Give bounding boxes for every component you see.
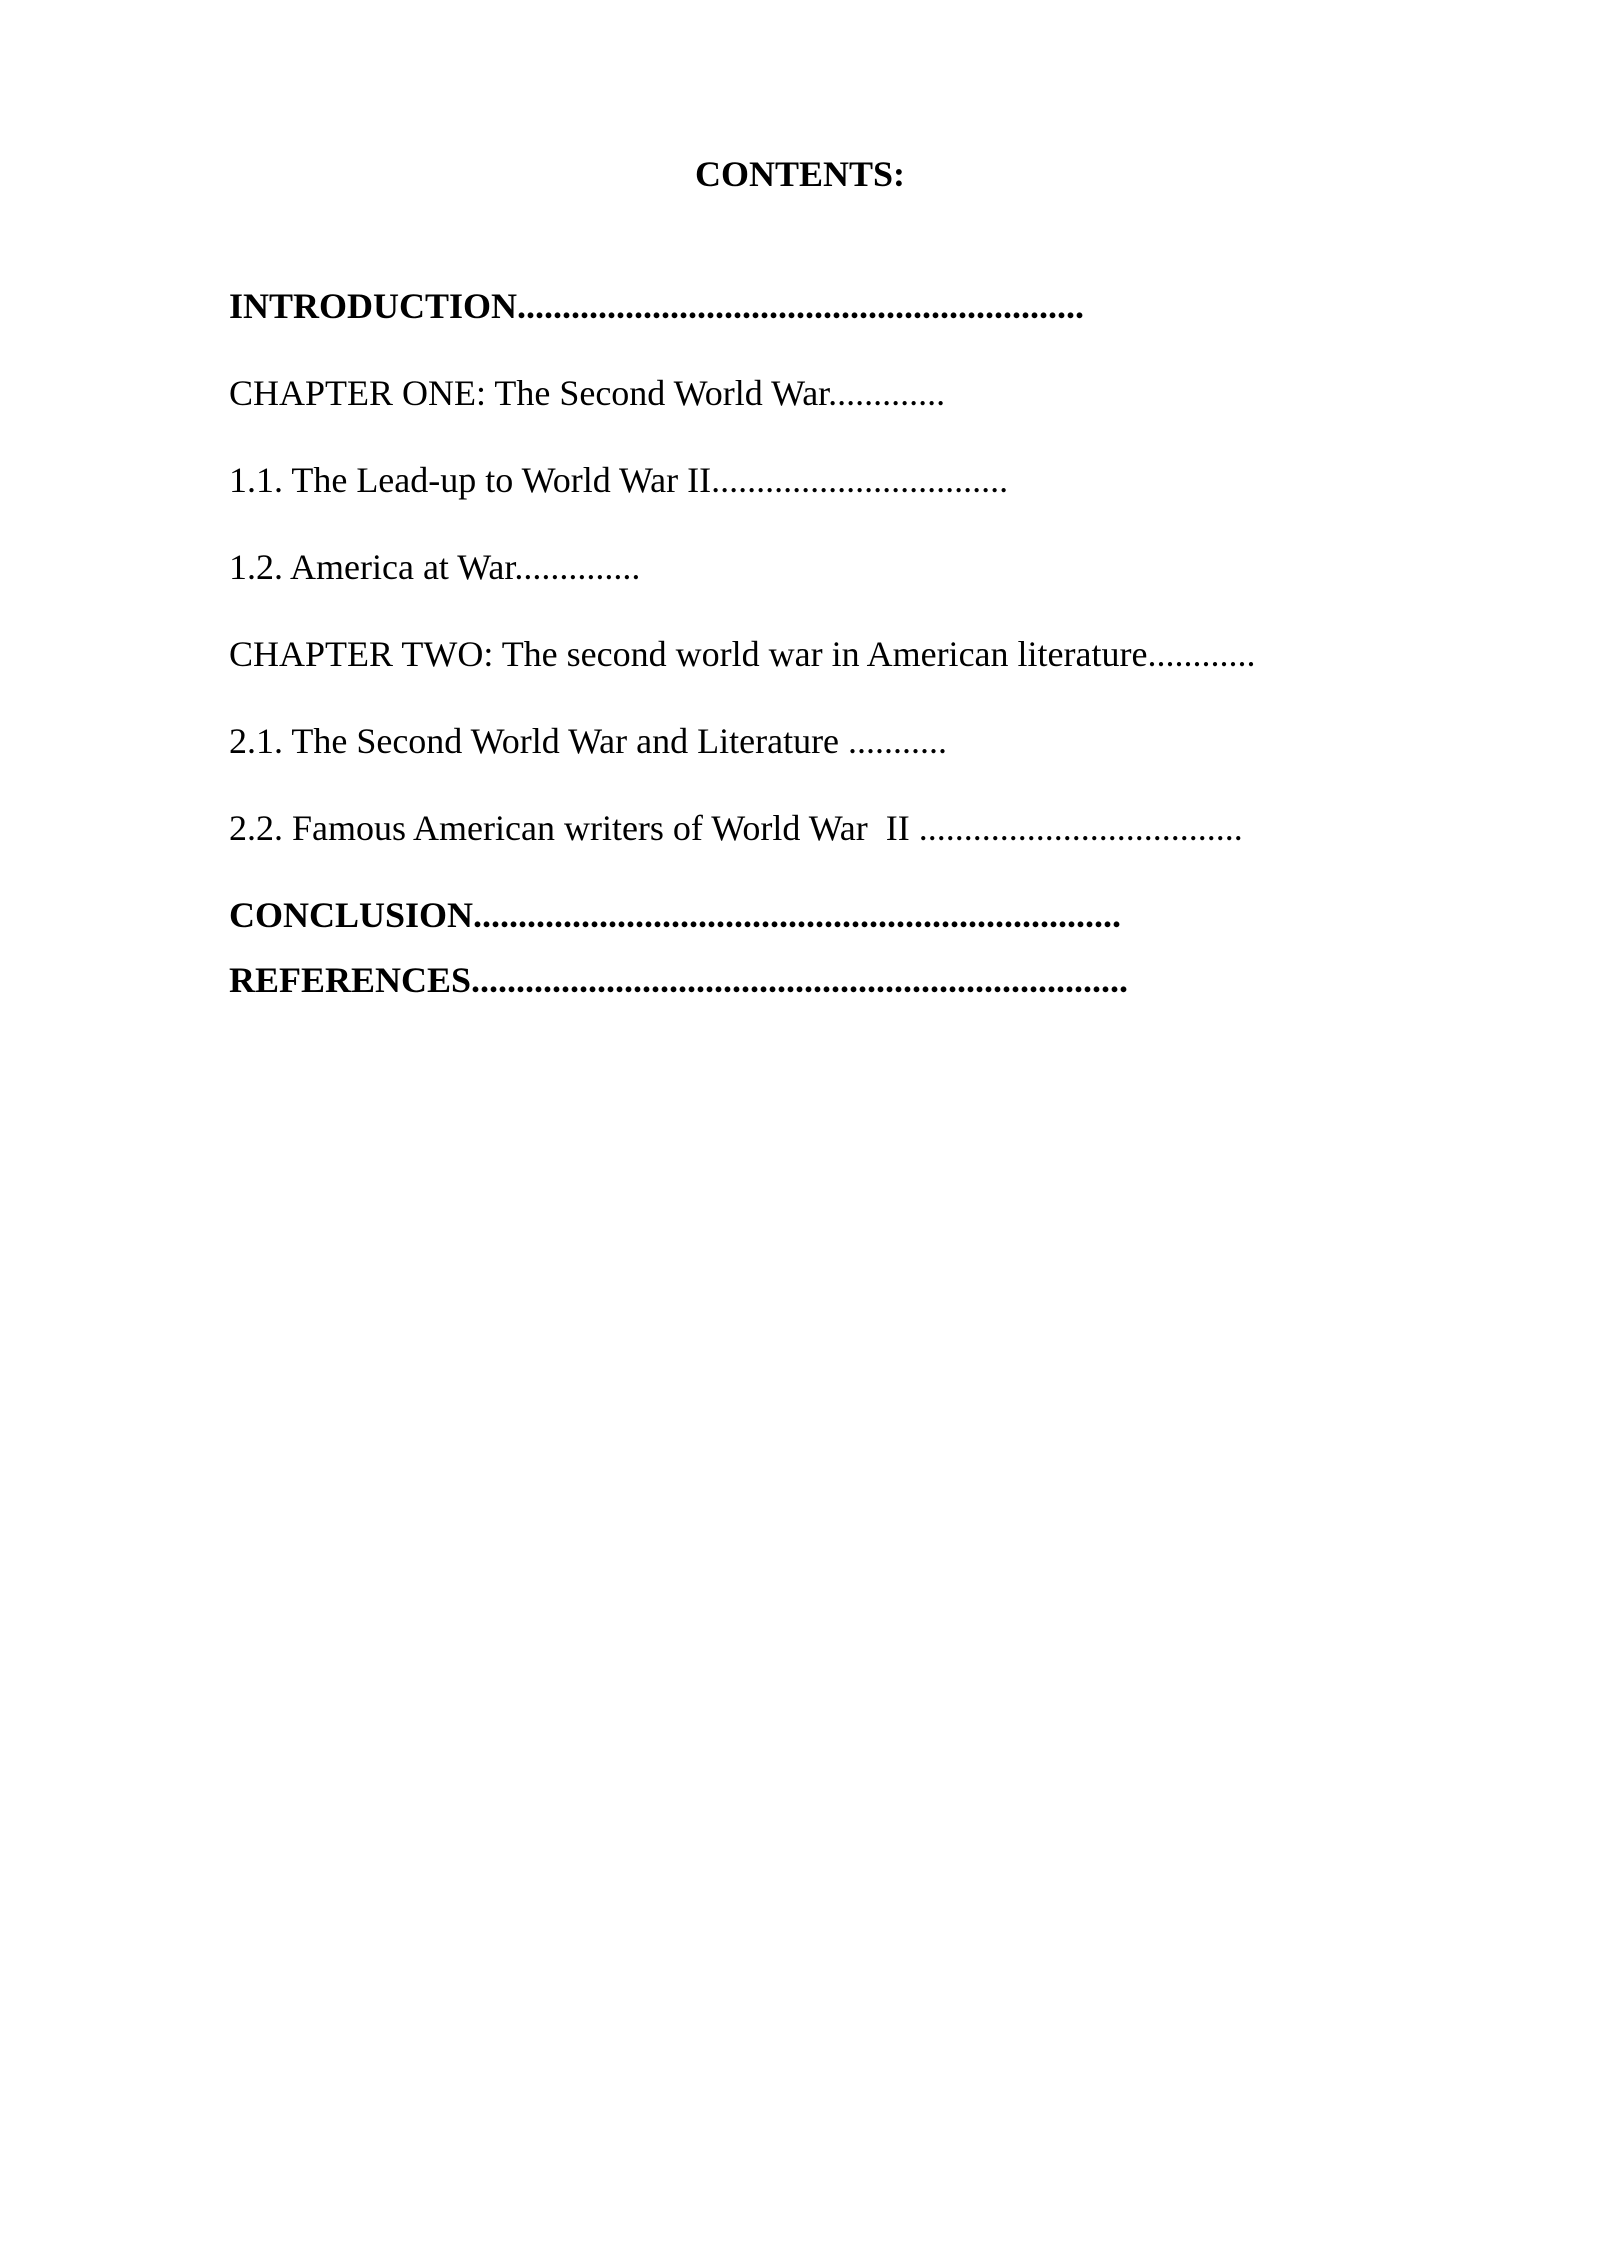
toc-entry-introduction: INTRODUCTION............................................................... [229, 286, 1085, 326]
toc-entry-chapter-one: CHAPTER ONE: The Second World War............. [229, 373, 946, 413]
toc-entry-section-1-2: 1.2. America at War.............. [229, 547, 641, 587]
toc-entry-references: REFERENCES......................................................................... [229, 960, 1129, 1000]
toc-entry-section-2-2: 2.2. Famous American writers of World War II .................................... [229, 808, 1243, 848]
toc-entry-section-2-1: 2.1. The Second World War and Literature ........... [229, 721, 948, 761]
toc-entry-section-1-1: 1.1. The Lead-up to World War II................................. [229, 460, 1009, 500]
contents-title: CONTENTS: [694, 154, 906, 194]
toc-entry-conclusion: CONCLUSION........................................................................ [229, 895, 1122, 935]
toc-entry-chapter-two: CHAPTER TWO: The second world war in American literature............ [229, 634, 1256, 674]
